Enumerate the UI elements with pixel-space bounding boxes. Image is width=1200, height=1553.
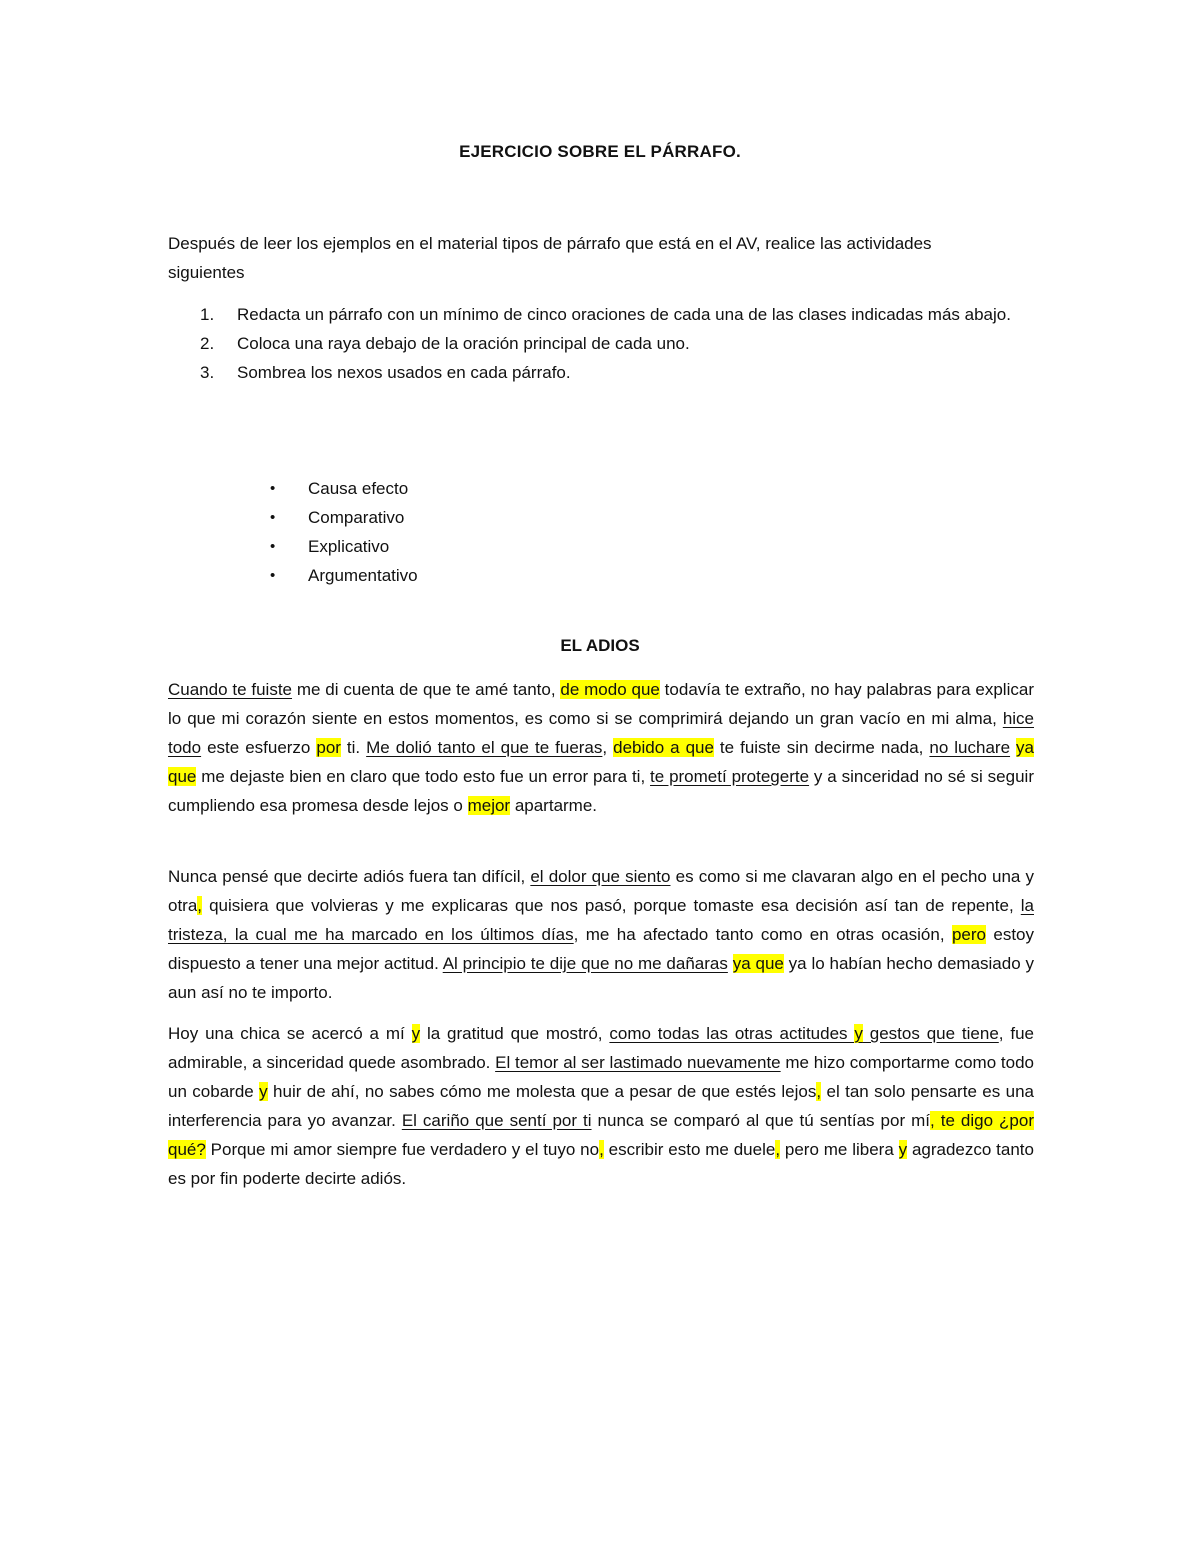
text-span: pero me libera [780,1140,899,1159]
text-span [728,954,733,973]
instruction-text: Sombrea los nexos usados en cada párrafo. [237,363,571,382]
text-span: y a sinceridad no sé si seguir cumpliendo esa promesa desde lejos o [168,767,1034,815]
instructions-list [168,300,1034,387]
essay-paragraph-3 [168,1019,1034,1193]
bullet-icon: • [270,567,276,584]
highlighted-connector: ya que [168,738,1034,786]
list-item [270,503,418,532]
text-span: el tan solo pensarte es una interferencia para yo avanzar. [168,1082,1035,1130]
text-span: huir de ahí, no sabes cómo me molesta que a pesar de que estés lejos [267,1082,817,1101]
instruction-number: 1. [200,305,215,324]
highlighted-connector: , [816,1082,822,1101]
underlined-text: la tristeza, la cual me ha marcado en los últimos días [168,896,1034,944]
paragraph-type-label: Explicativo [308,537,390,556]
instruction-number: 3. [200,363,215,382]
list-item [270,561,418,590]
text-span: la gratitud que mostró, [420,1024,610,1043]
underlined-text: Al principio te dije que no me dañaras [442,954,728,973]
instruction-text: Redacta un párrafo con un mínimo de cinco oraciones de cada una de las clases indicadas más abajo. [237,305,1011,324]
paragraph-type-label: Argumentativo [308,566,418,585]
underlined-text: Me dolió tanto el que te fueras [366,738,603,757]
text-span: te fuiste sin decirme nada, [713,738,930,757]
highlighted-connector: de modo que [560,680,660,699]
text-span: me hizo comportarme como todo un cobarde [168,1053,1035,1101]
list-item [270,474,418,503]
bullet-icon: • [270,509,276,526]
text-span: es como si me clavaran algo en el pecho una y otra [168,867,1035,915]
paragraph-type-label: Causa efecto [308,479,409,498]
underlined-text: gestos que tiene [862,1024,999,1043]
text-span: Porque mi amor siempre fue verdadero y el tuyo no [205,1140,600,1159]
underlined-text: El cariño que sentí por ti [401,1111,592,1130]
text-span: , me ha afectado tanto como en otras ocasión, [573,925,952,944]
underlined-text: como todas las otras actitudes [609,1024,855,1043]
highlighted-connector: , [197,896,203,915]
text-span: escribir esto me duele [603,1140,776,1159]
paragraph-type-label: Comparativo [308,508,405,527]
text-span: nunca se comparó al que tú sentías por mí [591,1111,930,1130]
underlined-text: te prometí protegerte [650,767,810,786]
essay-paragraph-2 [168,862,1034,1007]
highlighted-connector: , [775,1140,781,1159]
instruction-number: 2. [200,334,215,353]
text-span: ti. [340,738,367,757]
instruction-item [168,300,1034,329]
underlined-text: hice todo [168,709,1034,757]
intro-paragraph: Después de leer los ejemplos en el material tipos de párrafo que está en el AV, realice las actividades siguientes [168,234,932,282]
text-span: quisiera que volvieras y me explicaras que nos pasó, porque tomaste esa decisión así tan de repente, [202,896,1021,915]
text-span: , fue admirable, a sinceridad quede asombrado. [168,1024,1034,1072]
instruction-item [168,358,1034,387]
text-span: estoy dispuesto a tener una mejor actitud. [168,925,1034,973]
text-span: apartarme. [510,796,598,815]
instruction-text: Coloca una raya debajo de la oración principal de cada uno. [237,334,690,353]
underlined-text: Cuando te fuiste [168,680,293,699]
text-span: me di cuenta de que te amé tanto, [292,680,561,699]
instruction-item [168,329,1034,358]
document-title: EJERCICIO SOBRE EL PÁRRAFO. [459,142,741,161]
highlighted-connector: ya que [732,954,784,973]
essay-paragraph-1 [168,675,1034,820]
highlighted-connector: y [898,1140,908,1159]
highlighted-connector: y [259,1082,268,1101]
highlighted-connector: , [599,1140,604,1159]
list-item [270,532,418,561]
highlighted-connector: pero [951,925,986,944]
highlighted-connector: y [411,1024,421,1043]
text-span: todavía te extraño, no hay palabras para explicar lo que mi corazón siente en estos momentos, es como si se comprimirá dejando un gran vacío en mi alma, [168,680,1034,728]
highlighted-connector: , te digo ¿por qué? [168,1111,1035,1159]
text-span: Hoy una chica se acercó a mí [168,1024,412,1043]
text-span: , [602,738,614,757]
underlined-text: el dolor que siento [530,867,671,886]
highlighted-connector: por [316,738,341,757]
highlighted-connector: mejor [467,796,511,815]
paragraph-types-list [270,474,418,590]
bullet-icon: • [270,538,276,555]
underlined-text: El temor al ser lastimado nuevamente [495,1053,781,1072]
text-span: este esfuerzo [201,738,317,757]
text-span: Nunca pensé que decirte adiós fuera tan difícil, [168,867,531,886]
essay-title: EL ADIOS [560,636,640,655]
text-span: me dejaste bien en claro que todo esto fue un error para ti, [196,767,651,786]
bullet-icon: • [270,480,276,497]
highlighted-connector: y [854,1024,863,1043]
text-span: ya lo habían hecho demasiado y aun así no te importo. [168,954,1034,1002]
underlined-text: no luchare [929,738,1011,757]
highlighted-connector: debido a que [613,738,714,757]
text-span: agradezco tanto es por fin poderte decirte adiós. [168,1140,1034,1188]
